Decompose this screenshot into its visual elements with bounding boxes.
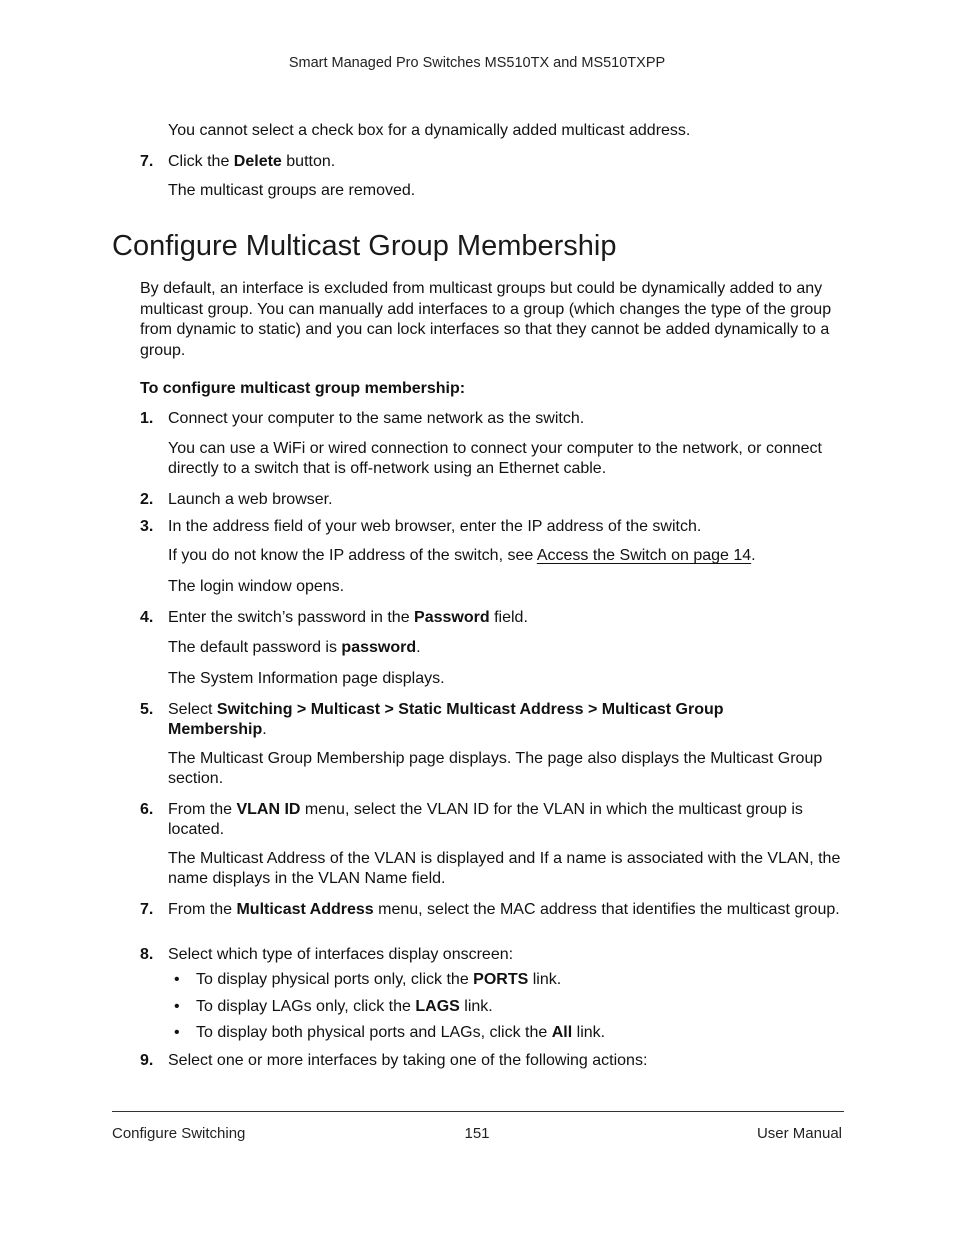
step-number: 8.: [140, 946, 154, 963]
step-8: Select which type of interfaces display onscreen:: [168, 946, 514, 963]
bullet-glyph: •: [174, 971, 180, 988]
step-2: Launch a web browser.: [168, 491, 333, 508]
step-number: 7.: [140, 901, 154, 918]
step-number: 4.: [140, 609, 154, 626]
access-switch-link[interactable]: Access the Switch on page 14: [536, 547, 752, 564]
step-4: Enter the switch’s password in the Password field.: [168, 609, 528, 626]
step-6-note: The Multicast Address of the VLAN is displayed and If a name is associated with the VLAN, the name displays in the VLAN Name field.: [168, 850, 841, 887]
step-number: 1.: [140, 410, 154, 427]
step-5-note: The Multicast Group Membership page displays. The page also displays the Multicast Group section.: [168, 750, 823, 787]
step-3: In the address field of your web browser, enter the IP address of the switch.: [168, 518, 702, 535]
step-3-note: If you do not know the IP address of the switch, see Access the Switch on page 14.: [168, 547, 756, 564]
step-3-note-2: The login window opens.: [168, 578, 345, 595]
running-header: Smart Managed Pro Switches MS510TX and MS510TXPP: [288, 55, 666, 71]
footer-divider: [112, 1111, 844, 1112]
step-4-note-2: The System Information page displays.: [168, 670, 445, 687]
step-number: 6.: [140, 801, 154, 818]
step-6: From the VLAN ID menu, select the VLAN ID for the VLAN in which the multicast group is located.: [168, 801, 803, 838]
bullet-ports: To display physical ports only, click the PORTS link.: [196, 971, 562, 988]
step-number: 3.: [140, 518, 154, 535]
step-7: From the Multicast Address menu, select the MAC address that identifies the multicast group.: [168, 901, 840, 918]
step-number: 9.: [140, 1052, 154, 1069]
footer-doc-type: User Manual: [756, 1125, 842, 1142]
note-checkbox: You cannot select a check box for a dynamically added multicast address.: [168, 122, 691, 139]
bullet-lags: To display LAGs only, click the LAGS link.: [196, 998, 493, 1015]
bullet-all: To display both physical ports and LAGs, click the All link.: [196, 1024, 606, 1041]
section-title: Configure Multicast Group Membership: [112, 230, 617, 262]
step-1-note: You can use a WiFi or wired connection to connect your computer to the network, or connect directly to a switch that is off-network using an Ethernet cable.: [168, 440, 822, 477]
step-number: 5.: [140, 701, 154, 718]
page-number: 151: [464, 1125, 490, 1142]
step-5: Select Switching > Multicast > Static Multicast Address > Multicast Group Membership.: [168, 701, 724, 738]
note-removed: The multicast groups are removed.: [168, 182, 416, 199]
step-delete: Click the Delete button.: [168, 153, 336, 170]
step-9: Select one or more interfaces by taking one of the following actions:: [168, 1052, 648, 1069]
step-number: 7.: [140, 153, 154, 170]
procedure-heading: To configure multicast group membership:: [140, 380, 466, 397]
step-4-note: The default password is password.: [168, 639, 421, 656]
bullet-glyph: •: [174, 998, 180, 1015]
footer-chapter: Configure Switching: [112, 1125, 246, 1142]
step-1: Connect your computer to the same network as the switch.: [168, 410, 585, 427]
section-intro: By default, an interface is excluded from multicast groups but could be dynamically added to any multicast group. You can manually add interfaces to a group (which changes the type of the group from dynamic to static) and you can lock interfaces so that they cannot be added dynamically to a group.: [140, 280, 832, 359]
step-number: 2.: [140, 491, 154, 508]
bullet-glyph: •: [174, 1024, 180, 1041]
